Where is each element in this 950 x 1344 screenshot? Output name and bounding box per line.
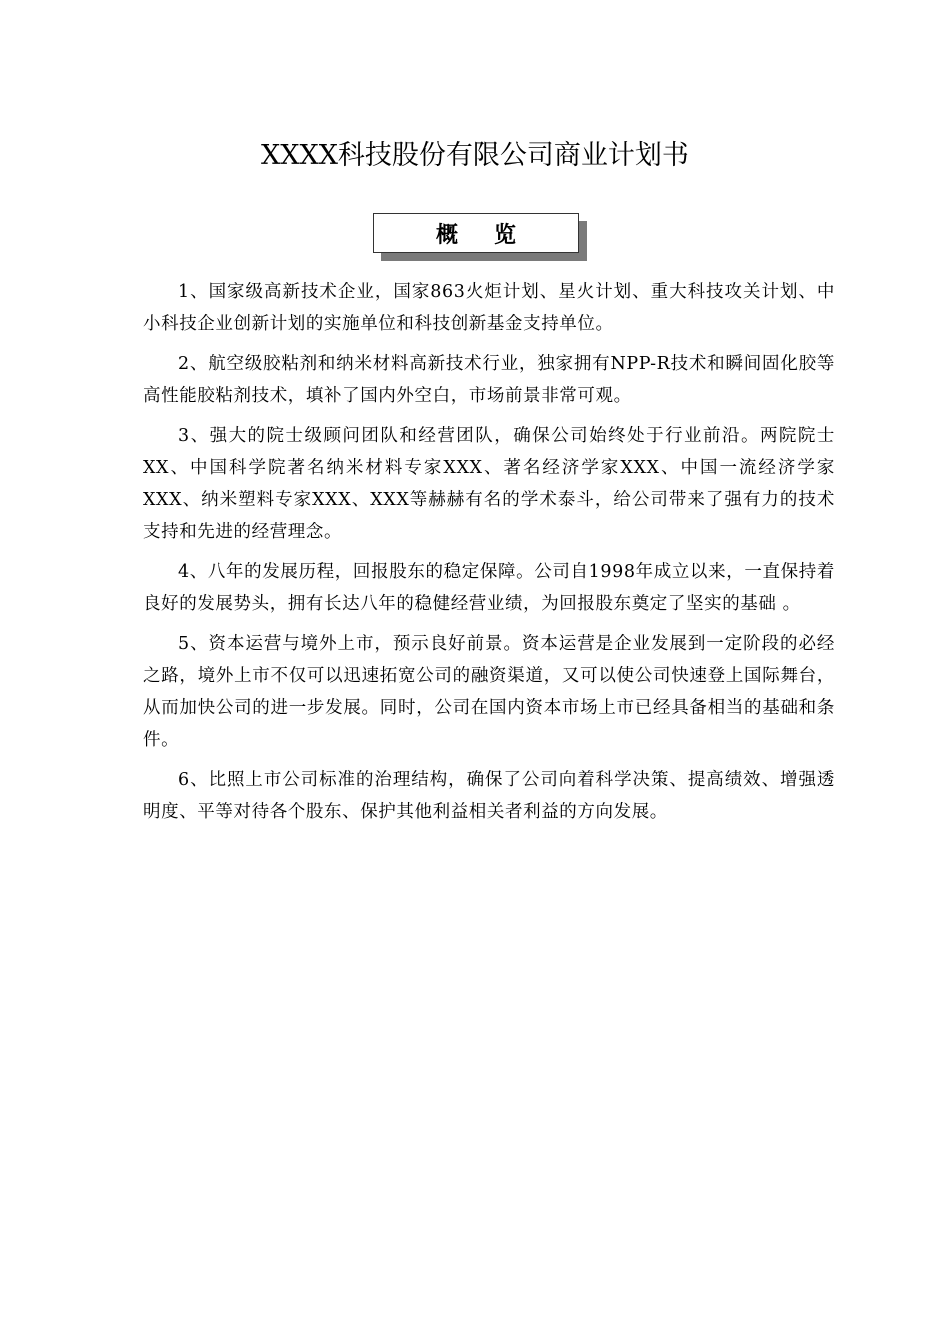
paragraph-6: 6、比照上市公司标准的治理结构，确保了公司向着科学决策、提高绩效、增强透明度、平等对待各个股东、保护其他利益相关者利益的方向发展。 xyxy=(143,770,835,822)
paragraph-5: 5、资本运营与境外上市，预示良好前景。资本运营是企业发展到一定阶段的必经之路，境外上市不仅可以迅速拓宽公司的融资渠道，又可以使公司快速登上国际舞台，从而加快公司的进一步发展。同时，公司在国内资本市场上市已经具备相当的基础和条件。 xyxy=(143,634,835,750)
section-heading-frame xyxy=(373,213,579,253)
overview-content xyxy=(143,276,835,836)
section-heading-box xyxy=(373,213,587,261)
paragraph-2: 2、航空级胶粘剂和纳米材料高新技术行业，独家拥有NPP-R技术和瞬间固化胶等高性能胶粘剂技术，填补了国内外空白，市场前景非常可观。 xyxy=(143,354,835,406)
document-title: XXXX科技股份有限公司商业计划书 xyxy=(261,140,689,171)
section-heading: 概览 xyxy=(435,222,552,248)
paragraph-4: 4、八年的发展历程，回报股东的稳定保障。公司自1998年成立以来，一直保持着良好的发展势头，拥有长达八年的稳健经营业绩，为回报股东奠定了坚实的基础 。 xyxy=(143,562,835,614)
paragraph-3: 3、强大的院士级顾问团队和经营团队，确保公司始终处于行业前沿。两院院士XX、中国科学院著名纳米材料专家XXX、著名经济学家XXX、中国一流经济学家XXX、纳米塑料专家XXX、XXX等赫赫有名的学术泰斗，给公司带来了强有力的技术支持和先进的经营理念。 xyxy=(143,426,835,542)
paragraph-1: 1、国家级高新技术企业，国家863火炬计划、星火计划、重大科技攻关计划、中小科技企业创新计划的实施单位和科技创新基金支持单位。 xyxy=(143,282,835,334)
